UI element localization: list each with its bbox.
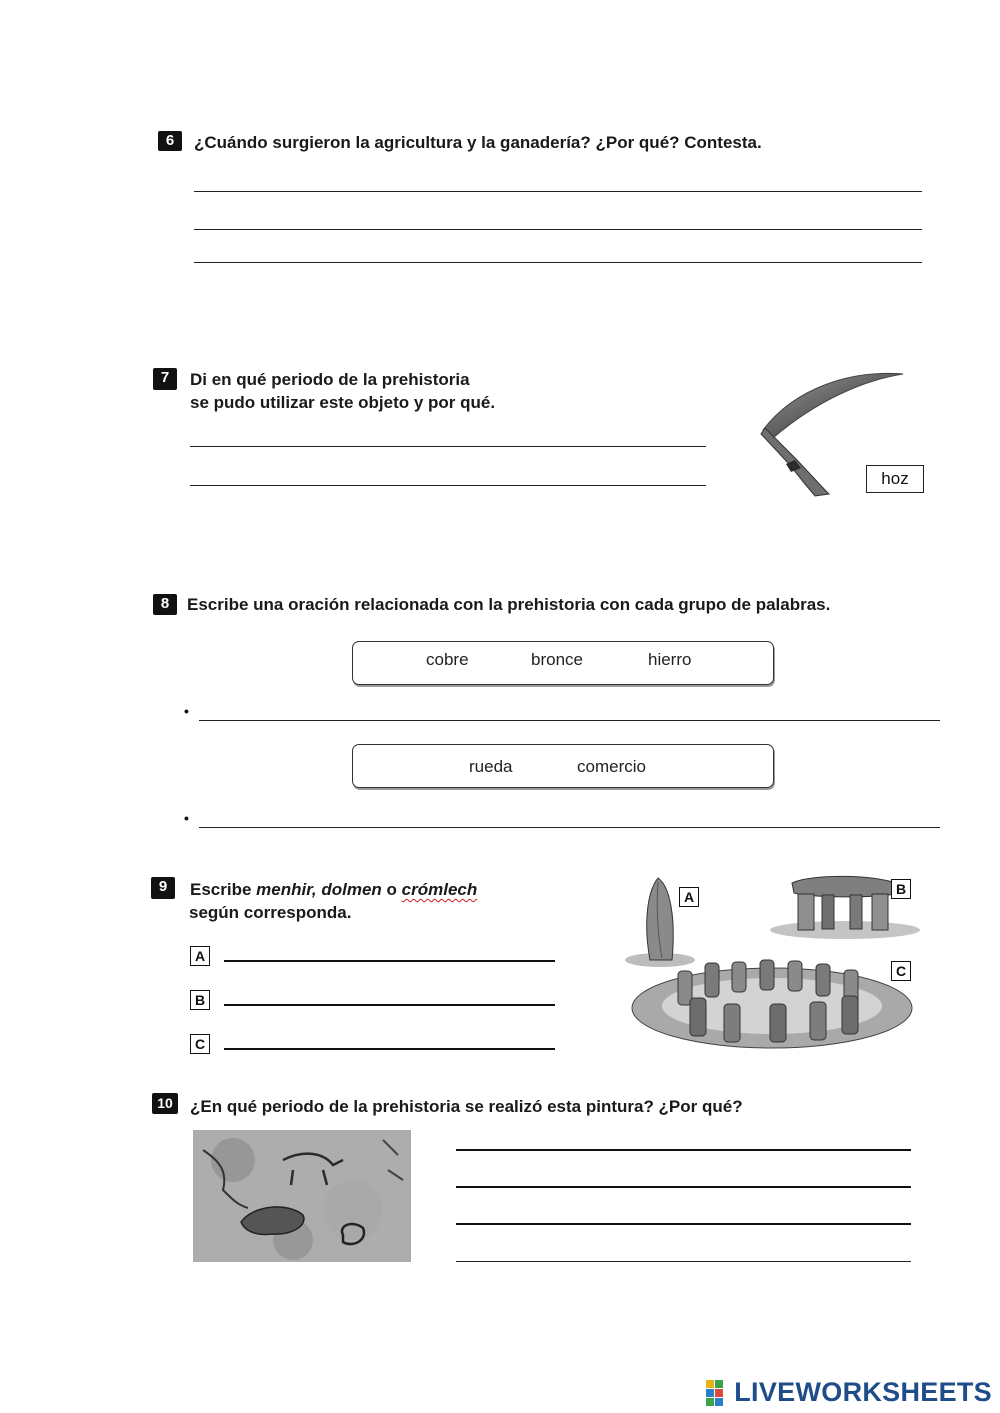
question-7-number: 7 xyxy=(153,368,177,390)
q7-answer-input-2[interactable] xyxy=(192,464,708,484)
q7-answer-input-1[interactable] xyxy=(192,425,708,445)
cromlech-icon xyxy=(632,960,912,1048)
q10-answer-line-3 xyxy=(456,1223,911,1225)
q9-answer-line-c xyxy=(224,1048,555,1050)
q10-answer-line-4 xyxy=(456,1261,911,1262)
question-8-number: 8 xyxy=(153,594,177,615)
word-hierro: hierro xyxy=(648,650,692,669)
liveworksheets-brand: LIVEWORKSHEETS xyxy=(734,1377,992,1407)
megalith-label-c: C xyxy=(891,961,911,981)
q9-text-prefix: Escribe xyxy=(190,880,257,899)
megalith-label-b: B xyxy=(891,879,911,899)
question-6-number: 6 xyxy=(158,131,182,151)
q6-answer-input-3[interactable] xyxy=(196,241,924,261)
q10-answer-input-1[interactable] xyxy=(458,1128,913,1148)
word-group-box-2 xyxy=(352,744,774,788)
q6-answer-input-1[interactable] xyxy=(196,170,924,190)
q9-answer-letter-c: C xyxy=(190,1034,210,1054)
q8-answer-line-1 xyxy=(199,720,940,721)
q10-answer-input-2[interactable] xyxy=(458,1165,913,1185)
word-comercio: comercio xyxy=(577,757,646,776)
q7-answer-line-2 xyxy=(190,485,706,486)
q10-answer-line-2 xyxy=(456,1186,911,1188)
cave-painting-icon xyxy=(193,1130,411,1262)
q8-answer-line-2 xyxy=(199,827,940,828)
question-9-text-line-2: según corresponda. xyxy=(189,903,352,922)
q9-answer-letter-b: B xyxy=(190,990,210,1010)
q7-answer-line-1 xyxy=(190,446,706,447)
q6-answer-input-2[interactable] xyxy=(196,208,924,228)
q8-answer-input-2[interactable] xyxy=(201,806,942,826)
q9-answer-input-a[interactable] xyxy=(226,939,557,959)
q6-answer-line-1 xyxy=(194,191,922,192)
q9-term-menhir: menhir, xyxy=(256,880,317,899)
question-10-text: ¿En qué periodo de la prehistoria se realizó esta pintura? ¿Por qué? xyxy=(190,1097,743,1116)
q6-answer-line-3 xyxy=(194,262,922,263)
q9-answer-input-c[interactable] xyxy=(226,1027,557,1047)
megalith-label-a: A xyxy=(679,887,699,907)
question-9-number: 9 xyxy=(151,877,175,899)
q10-answer-input-4[interactable] xyxy=(458,1240,913,1260)
question-8-text: Escribe una oración relacionada con la prehistoria con cada grupo de palabras. xyxy=(187,595,831,614)
word-rueda: rueda xyxy=(469,757,513,776)
word-bronce: bronce xyxy=(531,650,583,669)
q9-term-dolmen: dolmen xyxy=(321,880,382,899)
q9-answer-line-a xyxy=(224,960,555,962)
q8-bullet-2: • xyxy=(184,810,189,826)
liveworksheets-footer[interactable] xyxy=(706,1377,992,1408)
q8-answer-input-1[interactable] xyxy=(201,699,942,719)
q9-answer-input-b[interactable] xyxy=(226,983,557,1003)
question-9-text-line-1 xyxy=(190,878,477,901)
megalith-illustration xyxy=(620,868,920,1058)
question-7-text-line-1: Di en qué periodo de la prehistoria xyxy=(190,370,470,389)
question-6-text: ¿Cuándo surgieron la agricultura y la ganadería? ¿Por qué? Contesta. xyxy=(194,133,762,152)
q6-answer-line-2 xyxy=(194,229,922,230)
liveworksheets-logo-icon xyxy=(706,1380,732,1406)
q9-term-cromlech: crómlech xyxy=(401,880,478,899)
q9-connector: o xyxy=(386,880,397,899)
q9-answer-line-b xyxy=(224,1004,555,1006)
q10-answer-line-1 xyxy=(456,1149,911,1151)
q9-answer-letter-a: A xyxy=(190,946,210,966)
question-10-number: 10 xyxy=(152,1093,178,1114)
word-cobre: cobre xyxy=(426,650,469,669)
q8-bullet-1: • xyxy=(184,703,189,719)
q10-answer-input-3[interactable] xyxy=(458,1202,913,1222)
sickle-label: hoz xyxy=(866,465,924,493)
question-7-text-line-2: se pudo utilizar este objeto y por qué. xyxy=(190,393,496,412)
